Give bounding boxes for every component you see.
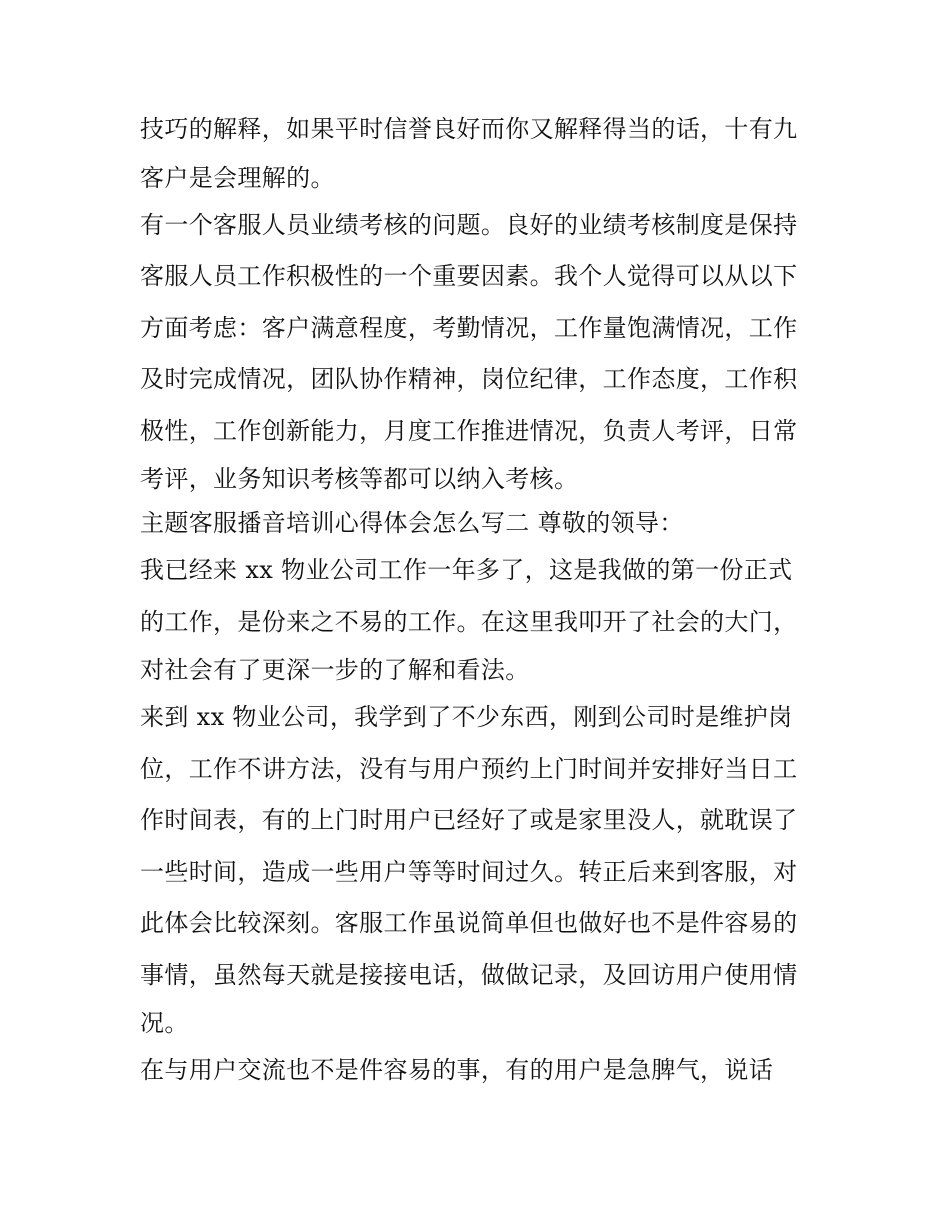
text-line: 作时间表，有的上门时用户已经好了或是家里没人，就耽误了 bbox=[140, 806, 798, 834]
text-line: 此体会比较深刻。客服工作虽说简单但也做好也不是件容易的 bbox=[140, 909, 798, 937]
text-line: 来到 xx 物业公司，我学到了不少东西，刚到公司时是维护岗 bbox=[140, 703, 793, 731]
text-line: 极性，工作创新能力，月度工作推进情况，负责人考评，日常 bbox=[140, 416, 798, 445]
text-line: 考评，业务知识考核等都可以纳入考核。 bbox=[140, 465, 579, 493]
text-line: 我已经来 xx 物业公司工作一年多了，这是我做的第一份正式 bbox=[140, 556, 793, 584]
text-line: 客服人员工作积极性的一个重要因素。我个人觉得可以从以下 bbox=[140, 262, 798, 290]
text-line: 及时完成情况，团队协作精神，岗位纪律，工作态度，工作积 bbox=[140, 365, 798, 393]
text-line: 一些时间，造成一些用户等等时间过久。转正后来到客服，对 bbox=[140, 857, 798, 886]
text-line: 的工作，是份来之不易的工作。在这里我叩开了社会的大门， bbox=[140, 607, 798, 636]
body-text bbox=[140, 104, 820, 1097]
text-line: 在与用户交流也不是件容易的事，有的用户是急脾气，说话 bbox=[140, 1056, 774, 1084]
text-line: 况。 bbox=[140, 1009, 189, 1037]
text-line: 位，工作不讲方法，没有与用户预约上门时间并安排好当日工 bbox=[140, 754, 798, 783]
text-line: 对社会有了更深一步的了解和看法。 bbox=[140, 656, 530, 684]
text-line: 客户是会理解的。 bbox=[140, 163, 335, 192]
text-line: 有一个客服人员业绩考核的问题。良好的业绩考核制度是保持 bbox=[140, 210, 798, 239]
text-line: 事情，虽然每天就是接接电话，做做记录，及回访用户使用情 bbox=[140, 960, 798, 989]
section-heading: 主题客服播音培训心得体会怎么写二 尊敬的领导： bbox=[140, 509, 684, 537]
text-line: 方面考虑：客户满意程度，考勤情况，工作量饱满情况，工作 bbox=[140, 313, 798, 342]
text-line: 技巧的解释，如果平时信誉良好而你又解释得当的话，十有九 bbox=[140, 115, 798, 143]
